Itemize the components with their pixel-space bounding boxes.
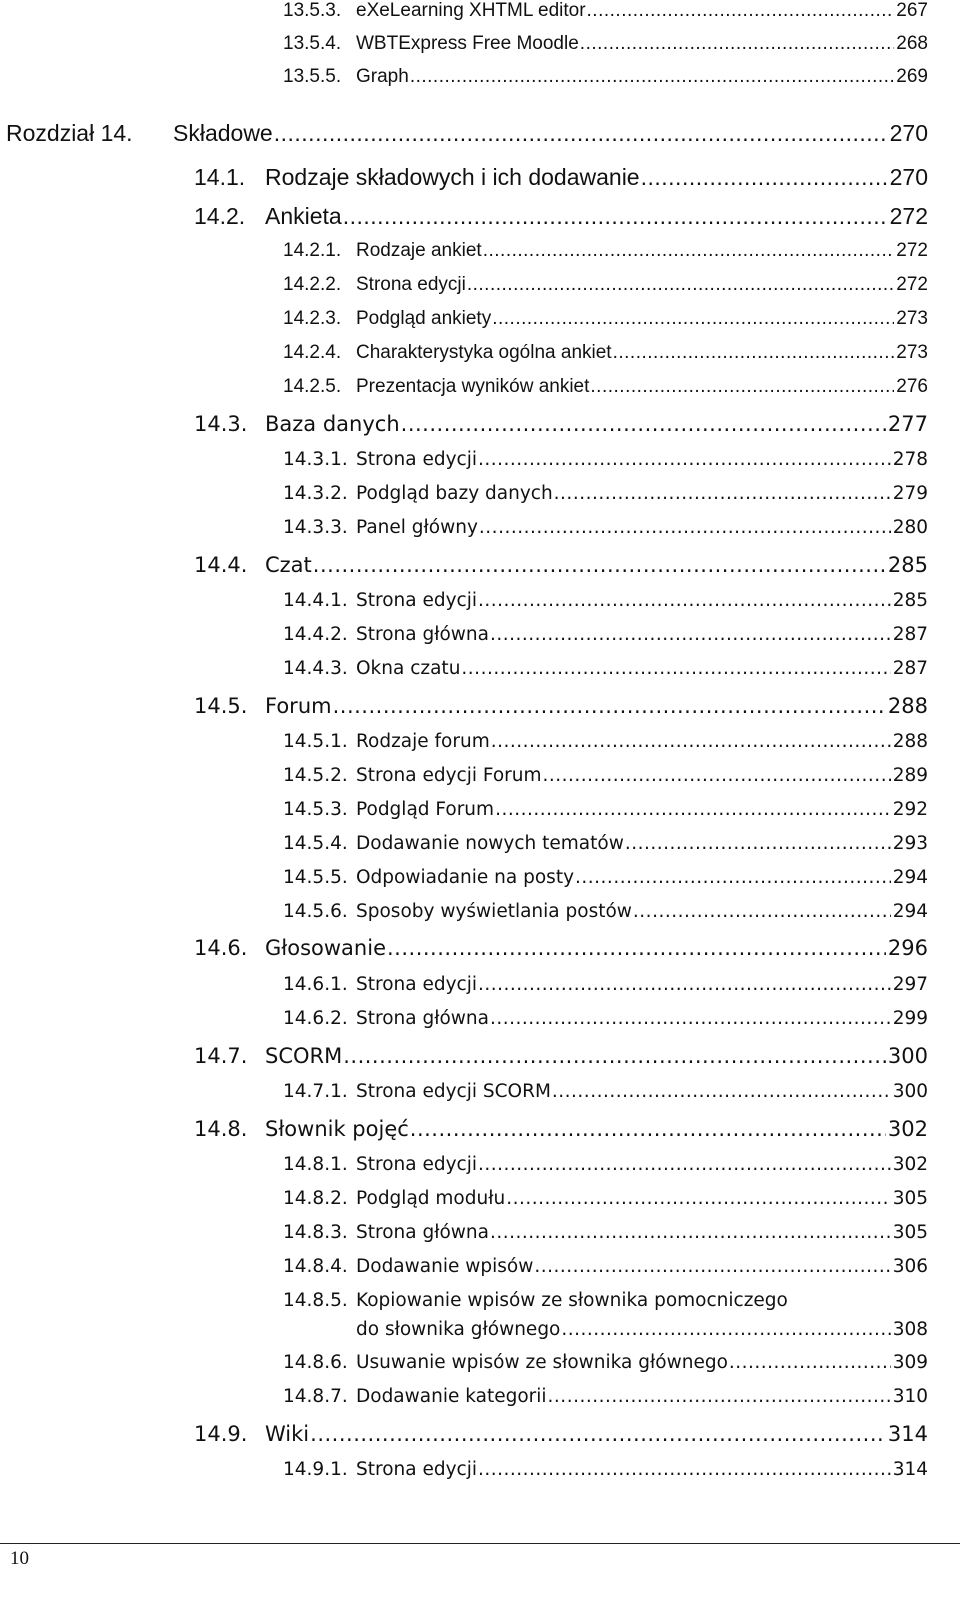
toc-entry-number: 14.7. [194, 1044, 248, 1068]
toc-entry-page: 267 [896, 0, 928, 21]
toc-subsection-entry[interactable] [283, 517, 928, 538]
toc-entry-page: 273 [896, 342, 928, 363]
toc-entry-number: 14.5.1. [283, 731, 348, 752]
dot-leader [490, 624, 891, 645]
dot-leader [490, 1222, 891, 1243]
toc-entry-page: 302 [892, 1154, 928, 1175]
toc-entry-page: 297 [892, 974, 928, 995]
dot-leader [580, 33, 895, 55]
dot-leader [478, 1154, 891, 1175]
toc-entry-title: Wiki [265, 1422, 310, 1446]
dot-leader [506, 1188, 890, 1209]
toc-subsection-entry[interactable] [283, 274, 928, 296]
toc-entry-number: 14.2.1. [283, 240, 342, 261]
toc-entry-page: 288 [892, 731, 928, 752]
toc-entry-title: Strona edycji [356, 974, 477, 995]
toc-entry-page: 314 [887, 1422, 928, 1446]
toc-subsection-entry[interactable] [283, 240, 928, 262]
toc-entry-page: 287 [892, 658, 928, 679]
toc-entry-title: Strona edycji SCORM [356, 1081, 551, 1102]
dot-leader [543, 765, 891, 786]
toc-entry-number: 14.8.2. [283, 1188, 348, 1209]
dot-leader [552, 1081, 891, 1102]
dot-leader [343, 1044, 886, 1068]
toc-entry-number: 14.6. [194, 936, 248, 960]
toc-entry-page: 273 [896, 308, 928, 329]
toc-subsection-entry[interactable] [283, 624, 928, 645]
toc-section-entry[interactable] [194, 553, 928, 577]
toc-entry-title: WBTExpress Free Moodle [356, 33, 579, 54]
toc-entry-number: 14.3.3. [283, 517, 348, 538]
toc-entry-title: Podgląd modułu [356, 1188, 506, 1209]
toc-entry-page: 277 [887, 412, 928, 436]
toc-subsection-entry[interactable] [283, 1459, 928, 1480]
dot-leader [548, 1386, 891, 1407]
toc-entry-title: Baza danych [265, 412, 400, 436]
toc-section-entry[interactable] [194, 412, 928, 436]
toc-entry-title: Usuwanie wpisów ze słownika głównego [356, 1352, 728, 1373]
toc-entry-page: 308 [892, 1319, 928, 1340]
dot-leader [490, 1008, 891, 1029]
toc-entry-number: 14.8. [194, 1117, 248, 1141]
toc-entry-number: 14.3.2. [283, 483, 348, 504]
toc-subsection-entry[interactable] [283, 658, 928, 679]
toc-subsection-entry[interactable] [283, 1081, 928, 1102]
toc-entry-title: Graph [356, 66, 409, 87]
toc-subsection-entry[interactable] [283, 833, 928, 854]
toc-entry-number: 14.9.1. [283, 1459, 348, 1480]
toc-entry-title: Strona główna [356, 1222, 489, 1243]
toc-entry-title: Strona edycji [356, 590, 477, 611]
toc-subsection-entry[interactable] [283, 449, 928, 470]
toc-entry-title: Strona główna [356, 624, 489, 645]
toc-subsection-entry[interactable] [283, 308, 928, 330]
toc-entry-page: 287 [892, 624, 928, 645]
dot-leader [479, 517, 891, 538]
toc-entry-number: 14.5.2. [283, 765, 348, 786]
dot-leader [313, 553, 886, 577]
toc-entry-title: Dodawanie nowych tematów [356, 833, 624, 854]
toc-entry-title: Składowe [173, 120, 273, 146]
toc-entry-title: Podgląd bazy danych [356, 483, 553, 504]
toc-entry-page: 269 [896, 66, 928, 87]
toc-entry-number: 14.2.2. [283, 274, 342, 295]
dot-leader [467, 274, 894, 296]
toc-subsection-entry[interactable] [283, 1222, 928, 1243]
toc-entry-number: 14.5.3. [283, 799, 348, 820]
toc-entry-number: 14.5.4. [283, 833, 348, 854]
toc-entry-page: 300 [887, 1044, 928, 1068]
toc-entry-page: 309 [892, 1352, 928, 1373]
toc-subsection-entry[interactable] [283, 731, 928, 752]
toc-entry-title: Strona edycji [356, 274, 466, 295]
dot-leader [590, 376, 894, 398]
toc-entry-page: 292 [892, 799, 928, 820]
toc-entry-title: Okna czatu [356, 658, 461, 679]
toc-entry-title: Prezentacja wyników ankiet [356, 376, 590, 397]
dot-leader [410, 1117, 886, 1141]
dot-leader [274, 120, 888, 147]
dot-leader [613, 342, 895, 364]
toc-subsection-entry[interactable] [283, 799, 928, 820]
toc-entry-number: 14.2.5. [283, 376, 342, 397]
dot-leader [625, 833, 891, 854]
dot-leader [343, 203, 888, 230]
toc-entry-page: 305 [892, 1222, 928, 1243]
dot-leader [495, 799, 891, 820]
toc-subsection-entry[interactable] [283, 1386, 928, 1407]
toc-entry-number: 14.3. [194, 412, 248, 436]
toc-entry-title: Rodzaje składowych i ich dodawanie [265, 164, 640, 190]
dot-leader [641, 164, 888, 191]
toc-section-entry[interactable] [194, 1422, 928, 1446]
toc-entry-title: Kopiowanie wpisów ze słownika pomocniczego [356, 1290, 788, 1311]
toc-subsection-entry[interactable] [283, 376, 928, 398]
toc-entry-number: 14.8.6. [283, 1352, 348, 1373]
dot-leader [483, 240, 895, 262]
toc-subsection-entry[interactable] [283, 974, 928, 995]
toc-entry-page: 278 [892, 449, 928, 470]
toc-entry-title: Odpowiadanie na posty [356, 867, 575, 888]
toc-entry-number: 14.9. [194, 1422, 248, 1446]
toc-subsection-entry[interactable] [283, 765, 928, 786]
toc-entry-number: 14.3.1. [283, 449, 348, 470]
dot-leader [492, 308, 894, 330]
toc-entry-number: 14.1. [194, 164, 246, 190]
toc-entry[interactable] [283, 0, 928, 22]
footer-divider [0, 1543, 960, 1544]
toc-entry-title: Strona edycji [356, 449, 477, 470]
toc-entry-page: 302 [887, 1117, 928, 1141]
toc-section-entry[interactable] [194, 164, 928, 191]
toc-entry-page: 276 [896, 376, 928, 397]
dot-leader [575, 867, 891, 888]
toc-entry-page: 289 [892, 765, 928, 786]
toc-subsection-entry[interactable] [283, 1154, 928, 1175]
dot-leader [729, 1352, 891, 1373]
toc-entry-title: Podgląd Forum [356, 799, 495, 820]
toc-entry-page: 272 [889, 203, 928, 229]
toc-entry-number: 14.4.2. [283, 624, 348, 645]
toc-entry-number: 14.2.3. [283, 308, 342, 329]
toc-entry-title: Rodzaje ankiet [356, 240, 482, 261]
toc-entry-number: 14.4.1. [283, 590, 348, 611]
toc-section-entry[interactable] [194, 694, 928, 718]
toc-entry-page: 306 [892, 1256, 928, 1277]
toc-entry-title: Strona edycji [356, 1154, 477, 1175]
dot-leader [554, 483, 891, 504]
dot-leader [587, 0, 895, 22]
toc-entry-number: Rozdział 14. [6, 120, 133, 146]
toc-entry-page: 272 [896, 240, 928, 261]
toc-subsection-entry[interactable] [283, 1256, 928, 1277]
dot-leader [387, 936, 886, 960]
toc-entry-number: 14.4.3. [283, 658, 348, 679]
toc-entry-title: eXeLearning XHTML editor [356, 0, 586, 21]
toc-entry-page: 288 [887, 694, 928, 718]
toc-subsection-entry[interactable] [283, 901, 928, 922]
toc-entry-title: Czat [265, 553, 312, 577]
toc-entry-number: 14.8.5. [283, 1290, 348, 1311]
toc-entry-number: 14.2.4. [283, 342, 342, 363]
dot-leader [401, 412, 886, 436]
toc-entry-number: 14.8.1. [283, 1154, 348, 1175]
toc-entry-number: 14.5.6. [283, 901, 348, 922]
dot-leader [491, 731, 891, 752]
toc-entry-page: 272 [896, 274, 928, 295]
toc-entry-number: 13.5.3. [283, 0, 342, 21]
dot-leader [561, 1319, 890, 1340]
toc-subsection-entry[interactable] [283, 483, 928, 504]
toc-entry-title: Dodawanie kategorii [356, 1386, 547, 1407]
toc-entry-title-continuation: do słownika głównego [356, 1319, 561, 1340]
dot-leader [478, 449, 891, 470]
toc-entry-page: 293 [892, 833, 928, 854]
toc-entry-title: Panel główny [356, 517, 478, 538]
dot-leader [633, 901, 891, 922]
toc-entry-page: 268 [896, 33, 928, 54]
dot-leader [478, 974, 891, 995]
toc-entry[interactable] [283, 33, 928, 55]
toc-entry-number: 14.5. [194, 694, 248, 718]
toc-subsection-entry[interactable] [283, 1188, 928, 1209]
toc-entry-title: Forum [265, 694, 332, 718]
toc-entry-number: 14.2. [194, 203, 246, 229]
toc-entry-title: SCORM [265, 1044, 343, 1068]
dot-leader [333, 694, 886, 718]
toc-entry-page: 294 [892, 901, 928, 922]
toc-entry-number: 14.8.4. [283, 1256, 348, 1277]
toc-subsection-entry[interactable] [283, 1352, 928, 1373]
dot-leader [478, 590, 891, 611]
toc-entry-page: 296 [887, 936, 928, 960]
dot-leader [461, 658, 890, 679]
page-number: 10 [10, 1548, 29, 1569]
toc-entry-number: 14.4. [194, 553, 248, 577]
toc-entry-page: 280 [892, 517, 928, 538]
toc-entry-page: 314 [892, 1459, 928, 1480]
toc-entry-page: 294 [892, 867, 928, 888]
toc-section-entry[interactable] [194, 1044, 928, 1068]
toc-entry-number: 14.6.1. [283, 974, 348, 995]
toc-entry-title: Strona edycji Forum [356, 765, 542, 786]
dot-leader [310, 1422, 886, 1446]
toc-subsection-entry[interactable] [283, 867, 928, 888]
toc-entry-number: 14.7.1. [283, 1081, 348, 1102]
toc-entry-number: 14.6.2. [283, 1008, 348, 1029]
toc-section-entry[interactable] [194, 203, 928, 230]
toc-entry-title: Charakterystyka ogólna ankiet [356, 342, 612, 363]
toc-entry-title: Słownik pojęć [265, 1117, 409, 1141]
toc-entry-number: 13.5.4. [283, 33, 342, 54]
toc-entry-page: 270 [889, 164, 928, 190]
toc-entry-page: 285 [892, 590, 928, 611]
toc-subsection-entry[interactable] [283, 342, 928, 364]
toc-entry-title: Sposoby wyświetlania postów [356, 901, 632, 922]
toc-entry-title: Ankieta [265, 203, 342, 229]
toc-entry-page: 285 [887, 553, 928, 577]
toc-entry-title: Podgląd ankiety [356, 308, 492, 329]
dot-leader [410, 66, 894, 88]
toc-entry-page: 310 [892, 1386, 928, 1407]
toc-entry-page: 279 [892, 483, 928, 504]
toc-entry-title: Strona główna [356, 1008, 489, 1029]
toc-entry-number: 13.5.5. [283, 66, 342, 87]
toc-section-entry[interactable] [194, 1117, 928, 1141]
toc-entry-number: 14.8.3. [283, 1222, 348, 1243]
toc-entry-title: Głosowanie [265, 936, 386, 960]
toc-entry-page: 305 [892, 1188, 928, 1209]
toc-entry-title: Dodawanie wpisów [356, 1256, 534, 1277]
toc-entry-page: 299 [892, 1008, 928, 1029]
toc-entry-title: Rodzaje forum [356, 731, 490, 752]
toc-entry-title: Strona edycji [356, 1459, 477, 1480]
toc-subsection-entry[interactable] [283, 1008, 928, 1029]
toc-chapter-entry[interactable] [6, 120, 928, 147]
toc-entry-number: 14.5.5. [283, 867, 348, 888]
toc-subsection-entry-continuation[interactable] [356, 1319, 928, 1340]
toc-subsection-entry[interactable] [283, 590, 928, 611]
dot-leader [534, 1256, 890, 1277]
toc-entry-page: 300 [892, 1081, 928, 1102]
toc-entry[interactable] [283, 66, 928, 88]
toc-section-entry[interactable] [194, 936, 928, 960]
toc-subsection-entry-first-line[interactable] [283, 1290, 928, 1311]
toc-entry-number: 14.8.7. [283, 1386, 348, 1407]
toc-entry-page: 270 [889, 120, 928, 146]
dot-leader [478, 1459, 891, 1480]
